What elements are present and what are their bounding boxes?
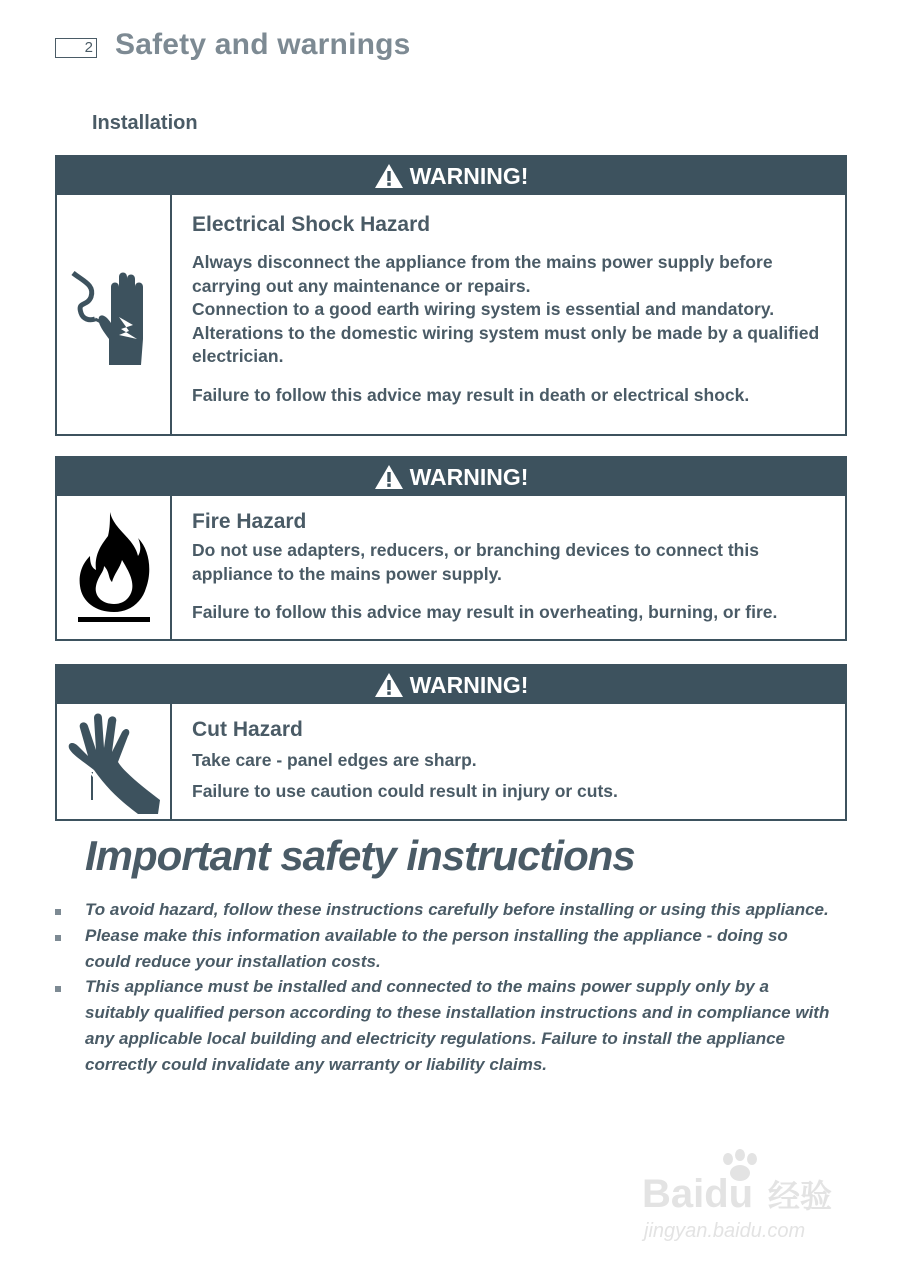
svg-text:jingyan.baidu.com: jingyan.baidu.com — [644, 1220, 806, 1242]
hazard-failure-text: Failure to follow this advice may result in overheating, burning, or fire. — [192, 602, 778, 622]
hazard-text: Alterations to the domestic wiring system must only be made by a qualified electrician. — [192, 322, 820, 366]
bullet-square-icon — [55, 986, 61, 992]
warning-label: WARNING! — [409, 162, 529, 189]
svg-text:Baidu: Baidu — [642, 1172, 754, 1216]
instruction-list — [55, 897, 835, 1078]
warning-box-cut — [55, 664, 847, 821]
warning-triangle-icon — [374, 672, 404, 698]
hazard-text: Always disconnect the appliance from the mains power supply before carrying out any maintenance or repairs. — [192, 252, 773, 296]
list-item-text: To avoid hazard, follow these instructions carefully before installing or using this appliance. — [85, 900, 829, 919]
list-item-text: Please make this information available to the person installing the appliance - doing so could reduce your installation costs. — [85, 925, 788, 971]
list-item — [55, 897, 835, 923]
page-number: 2 — [55, 38, 97, 58]
flame-icon — [74, 510, 154, 626]
warning-triangle-icon — [374, 464, 404, 490]
warning-label: WARNING! — [409, 671, 529, 698]
list-item — [55, 974, 835, 1077]
important-title: Important safety instructions — [85, 832, 635, 879]
warning-box-fire — [55, 456, 847, 641]
bullet-square-icon — [55, 909, 61, 915]
svg-text:经验: 经验 — [768, 1177, 833, 1215]
hazard-text: Do not use adapters, reducers, or branching devices to connect this appliance to the mains power supply. — [192, 540, 759, 584]
baidu-watermark-logo — [640, 1145, 850, 1245]
hazard-title: Electrical Shock Hazard — [192, 213, 431, 236]
hazard-failure-text: Failure to follow this advice may result in death or electrical shock. — [192, 384, 750, 405]
electric-shock-hand-icon — [69, 265, 159, 365]
warning-header — [57, 458, 845, 496]
icon-cell — [57, 496, 172, 639]
warning-header — [57, 157, 845, 195]
hazard-failure-text: Failure to use caution could result in injury or cuts. — [192, 780, 618, 801]
hazard-title: Fire Hazard — [192, 510, 307, 533]
warning-box-electrical — [55, 155, 847, 436]
section-heading: Installation — [92, 112, 198, 134]
icon-cell — [57, 704, 172, 819]
bullet-square-icon — [55, 935, 61, 941]
page-title: Safety and warnings — [115, 28, 411, 61]
cut-hand-icon — [64, 710, 164, 814]
icon-cell — [57, 195, 172, 434]
warning-label: WARNING! — [409, 463, 529, 490]
warning-header — [57, 666, 845, 704]
hazard-text: Connection to a good earth wiring system is essential and mandatory. — [192, 299, 775, 319]
hazard-text: Take care - panel edges are sharp. — [192, 750, 477, 770]
warning-triangle-icon — [374, 163, 404, 189]
list-item-text: This appliance must be installed and connected to the mains power supply only by a suitably qualified person according to these installation instructions and in compliance with any applicable local building and electricity regulations. Failure to install the appliance correctly could invalidate any warranty or liability claims. — [85, 977, 830, 1074]
hazard-title: Cut Hazard — [192, 718, 303, 741]
list-item — [55, 923, 835, 975]
